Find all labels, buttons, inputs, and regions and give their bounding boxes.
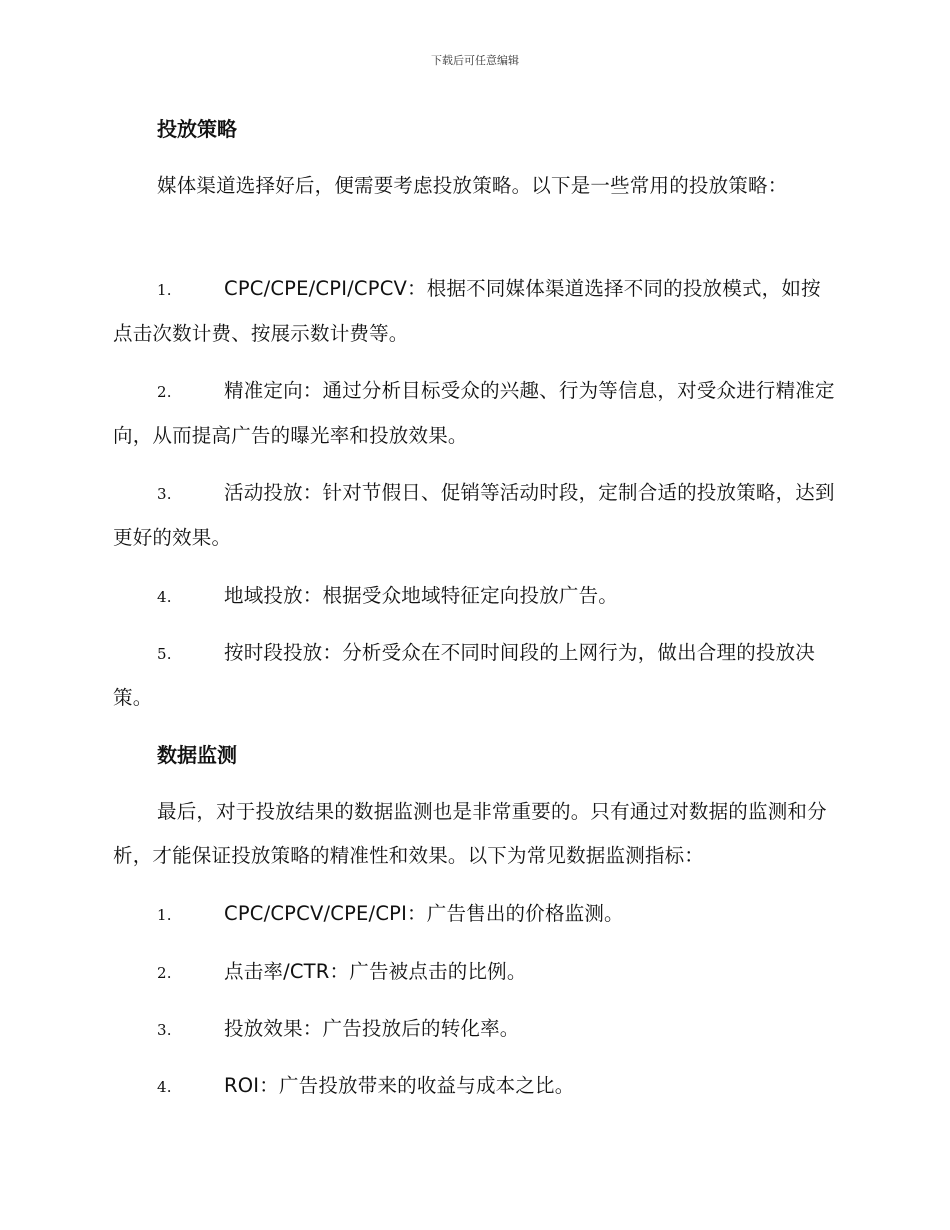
section-intro-strategy: 媒体渠道选择好后，便需要考虑投放策略。以下是一些常用的投放策略： xyxy=(157,174,788,197)
list-item-text: 投放效果：广告投放后的转化率。 xyxy=(224,1017,520,1040)
list-item xyxy=(113,574,835,619)
list-item-text: CPC/CPE/CPI/CPCV：根据不同媒体渠道选择不同的投放模式，如按点击次数计费、按展示数计费等。 xyxy=(113,277,821,345)
list-number: 3. xyxy=(157,1021,172,1039)
list-item-text: 地域投放：根据受众地域特征定向投放广告。 xyxy=(224,584,619,607)
list-item xyxy=(113,950,835,995)
list-number: 2. xyxy=(157,383,172,401)
list-number: 2. xyxy=(157,964,172,982)
list-item xyxy=(113,892,835,937)
section-intro-monitoring: 最后，对于投放结果的数据监测也是非常重要的。只有通过对数据的监测和分析，才能保证投放策略的精准性和效果。以下为常见数据监测指标： xyxy=(113,800,827,867)
list-item-text: 按时段投放：分析受众在不同时间段的上网行为，做出合理的投放决策。 xyxy=(113,641,816,709)
list-number: 1. xyxy=(157,281,172,299)
list-item xyxy=(113,369,835,458)
list-item-text: CPC/CPCV/CPE/CPI：广告售出的价格监测。 xyxy=(224,902,624,925)
section-heading-monitoring: 数据监测 xyxy=(157,743,237,767)
section-heading-strategy: 投放策略 xyxy=(157,117,237,141)
list-item-text: ROI：广告投放带来的收益与成本之比。 xyxy=(224,1074,575,1097)
list-item xyxy=(113,1064,835,1109)
list-number: 1. xyxy=(157,906,172,924)
page-header: 下载后可任意编辑 xyxy=(431,54,519,67)
list-item-text: 精准定向：通过分析目标受众的兴趣、行为等信息，对受众进行精准定向，从而提高广告的曝光率和投放效果。 xyxy=(113,379,835,447)
list-item xyxy=(113,1007,835,1052)
list-number: 4. xyxy=(157,1078,172,1096)
list-item-text: 点击率/CTR：广告被点击的比例。 xyxy=(224,960,527,983)
list-number: 5. xyxy=(157,645,172,663)
list-number: 4. xyxy=(157,588,172,606)
list-item xyxy=(113,267,835,356)
list-item xyxy=(113,471,835,560)
list-item xyxy=(113,631,835,720)
list-item-text: 活动投放：针对节假日、促销等活动时段，定制合适的投放策略，达到更好的效果。 xyxy=(113,481,835,549)
list-number: 3. xyxy=(157,485,172,503)
